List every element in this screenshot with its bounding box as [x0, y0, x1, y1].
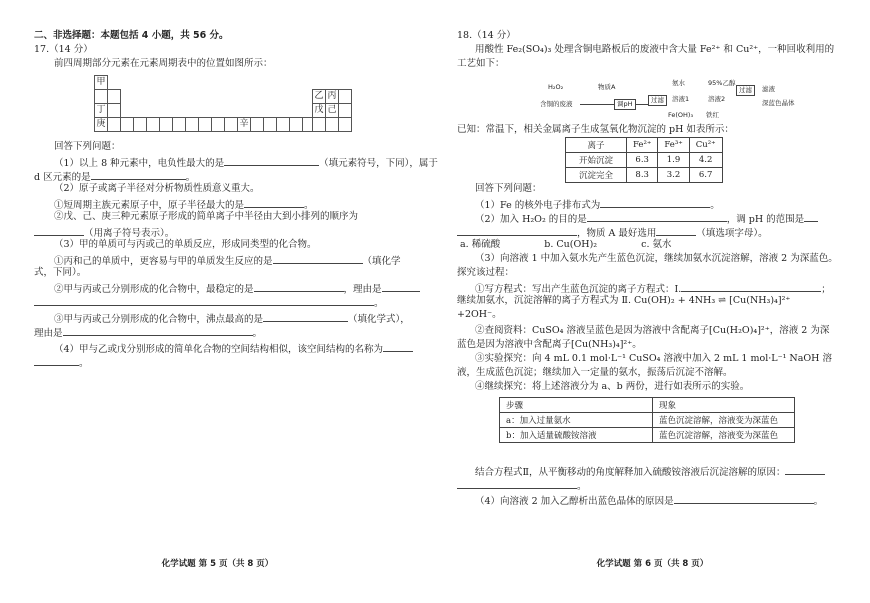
q18-equation-2: 继续加氨水，沉淀溶解的离子方程式为 Ⅱ. Cu(OH)₂ + 4NH₃ ⇌ [Cu(NH₃)₄]²⁺ — [457, 295, 791, 306]
flow-reagent-a: 物质A — [598, 83, 616, 91]
q17-part3-1-cont: 式，下同）。 — [34, 267, 87, 278]
cell-empty — [94, 89, 108, 104]
flow-h2o2: H₂O₂ — [548, 83, 564, 91]
cell-empty — [224, 117, 238, 132]
cell-ding: 丁 — [94, 103, 108, 118]
q17-part3-3-cont: 理由是 。 — [34, 325, 262, 340]
flow-ethanol: 95%乙醇 — [708, 79, 736, 87]
cell-wu: 戊 — [312, 103, 326, 118]
q17-heading: 17.（14 分） — [34, 44, 93, 55]
cell-empty — [338, 103, 352, 118]
cell-bing: 丙 — [325, 89, 339, 104]
q18-part3: （3）向溶液 1 中加入氨水先产生蓝色沉淀，继续加氨水沉淀溶解，溶液 2 为深蓝色。 — [475, 253, 838, 264]
q17-part2-2-cont: （用离子符号表示）。 — [34, 225, 174, 240]
cell-empty — [107, 89, 121, 104]
flow-filter2: 过滤 — [736, 85, 755, 96]
cell-empty — [276, 117, 290, 132]
cell-yi: 乙 — [312, 89, 326, 104]
q18-part3-1: ①写方程式：写出产生蓝色沉淀的离子方程式：Ⅰ. ； — [475, 281, 831, 296]
q18-part3-cont: 探究该过程： — [457, 267, 515, 278]
cell-empty — [172, 117, 186, 132]
process-flow-diagram — [540, 73, 795, 121]
q18-heading: 18.（14 分） — [457, 30, 516, 41]
q17-part4-cont: 。 — [34, 355, 89, 370]
q18-part3-3: ③实验探究：向 4 mL 0.1 mol·L⁻¹ CuSO₄ 溶液中加入 2 mL 1 mol·L⁻¹ NaOH 溶 — [475, 353, 832, 364]
q18-part3-5: 结合方程式Ⅱ，从平衡移动的角度解释加入硫酸铵溶液后沉淀溶解的原因： — [475, 464, 825, 479]
table-row: 沉淀完全 8.3 3.2 6.7 — [566, 168, 723, 183]
q17-part3: （3）甲的单质可与丙或己的单质反应，形成同类型的化合物。 — [54, 239, 317, 250]
q17-part2-2: ②戊、己、庚三种元素原子形成的简单离子中半径由大到小排列的顺序为 — [54, 211, 359, 222]
option-c: c. 氨水 — [641, 239, 672, 250]
section-title: 二、非选择题：本题包括 4 小题，共 56 分。 — [34, 30, 229, 41]
q17-part2-1: ①短周期主族元素原子中，原子半径最大的是 。 — [54, 197, 314, 212]
q18-part3-2: ②查阅资料：CuSO₄ 溶液呈蓝色是因为溶液中含配离子[Cu(H₂O)₄]²⁺，溶液 2 为深 — [475, 325, 830, 336]
q17-part2: （2）原子或离子半径对分析物质性质意义重大。 — [54, 183, 260, 194]
cell-empty — [325, 117, 339, 132]
option-a: a. 稀硫酸 — [460, 239, 501, 250]
q18-ask: 回答下列问题： — [475, 183, 542, 194]
flow-crystal: 深蓝色晶体 — [762, 99, 795, 107]
q18-known: 已知：常温下，相关金属离子生成氢氧化物沉淀的 pH 如表所示： — [457, 124, 734, 135]
page-footer-right: 化学试题 第 6 页（共 8 页） — [596, 559, 709, 569]
flow-waste: 含铜的废液 — [540, 100, 573, 108]
flow-solution1: 溶液1 — [672, 95, 690, 103]
table-row: b：加入适量硫酸铵溶液 蓝色沉淀溶解，溶液变为深蓝色 — [500, 428, 795, 443]
q18-part3-4: ④继续探究：将上述溶液分为 a、b 两份，进行如表所示的实验。 — [475, 381, 750, 392]
q18-part2-cont: ，物质 A 最好选用 （填选项字母）。 — [457, 225, 768, 240]
q17-part1: （1）以上 8 种元素中，电负性最大的是 （填元素符号，下同），属于 — [54, 155, 438, 170]
cell-empty — [338, 117, 352, 132]
cell-xin: 辛 — [237, 117, 251, 132]
q17-part3-2: ②甲与丙或己分别形成的化合物中，最稳定的是 ，理由是 — [54, 281, 420, 296]
cell-empty — [159, 117, 173, 132]
cell-empty — [338, 89, 352, 104]
q17-intro: 前四周期部分元素在元素周期表中的位置如图所示： — [54, 58, 273, 69]
flow-feoh3: Fe(OH)₃ — [668, 111, 694, 119]
periodic-table — [94, 75, 354, 132]
cell-ji: 己 — [325, 103, 339, 118]
page-footer-left: 化学试题 第 5 页（共 8 页） — [161, 559, 274, 569]
cell-empty — [146, 117, 160, 132]
q17-part3-1: ①丙和己的单质中，更容易与甲的单质发生反应的是 （填化学 — [54, 253, 401, 268]
q18-part2: （2）加入 H₂O₂ 的目的是 ，调 pH 的范围是 — [475, 211, 818, 226]
table-row: a：加入过量氨水 蓝色沉淀溶解，溶液变为深蓝色 — [500, 413, 795, 428]
q18-intro: 用酸性 Fe₂(SO₄)₃ 处理含铜电路板后的废液中含大量 Fe²⁺ 和 Cu²⁺，一种回收利用的 — [475, 44, 835, 55]
cell-empty — [211, 117, 225, 132]
q17-ask: 回答下列问题： — [54, 141, 121, 152]
table-row: 离子 Fe²⁺ Fe³⁺ Cu²⁺ — [566, 138, 723, 153]
q18-part3-3-cont: 液，生成蓝色沉淀；继续加入一定量的氨水，振荡后沉淀不溶解。 — [457, 367, 733, 378]
q18-part3-2-cont: 蓝色是因为溶液中含配离子[Cu(NH₃)₄]²⁺。 — [457, 339, 642, 350]
ph-table — [565, 137, 723, 183]
flow-adjust-ph: 调pH — [614, 99, 636, 110]
cell-empty — [289, 117, 303, 132]
table-row: 步骤 现象 — [500, 398, 795, 413]
flow-filter1: 过滤 — [648, 95, 667, 106]
flow-arrow — [580, 104, 614, 105]
cell-empty — [198, 117, 212, 132]
q18-options — [460, 239, 672, 251]
flow-ammonia: 氨水 — [672, 79, 685, 87]
option-b: b. Cu(OH)₂ — [544, 239, 598, 250]
q18-equation-2-cont: +2OH⁻。 — [457, 309, 502, 320]
cell-jia: 甲 — [94, 75, 108, 90]
flow-iron-red: 铁红 — [706, 111, 719, 119]
cell-empty — [263, 117, 277, 132]
cell-geng: 庚 — [94, 117, 108, 132]
cell-empty — [107, 103, 121, 118]
experiment-table — [499, 397, 795, 443]
cell-empty — [107, 117, 121, 132]
q18-intro-cont: 工艺如下： — [457, 58, 505, 69]
flow-arrow — [636, 104, 648, 105]
q17-part1-cont: d 区元素的是 。 — [34, 169, 195, 184]
q18-part4: （4）向溶液 2 加入乙醇析出蓝色晶体的原因是 。 — [475, 493, 823, 508]
cell-empty — [133, 117, 147, 132]
q18-part1: （1）Fe 的核外电子排布式为 。 — [475, 197, 720, 212]
cell-empty — [312, 117, 326, 132]
table-row: 开始沉淀 6.3 1.9 4.2 — [566, 153, 723, 168]
q17-part3-2-cont: 。 — [34, 295, 384, 310]
q17-part4: （4）甲与乙或戊分别形成的简单化合物的空间结构相似，该空间结构的名称为 — [54, 341, 413, 356]
q17-part3-3: ③甲与丙或己分别形成的化合物中，沸点最高的是 （填化学式）， — [54, 311, 410, 326]
cell-empty — [250, 117, 264, 132]
flow-solution2: 溶液2 — [708, 95, 726, 103]
q18-part3-5-cont: 。 — [457, 478, 587, 493]
cell-empty — [185, 117, 199, 132]
flow-filtrate: 滤液 — [762, 85, 775, 93]
cell-empty — [120, 117, 134, 132]
